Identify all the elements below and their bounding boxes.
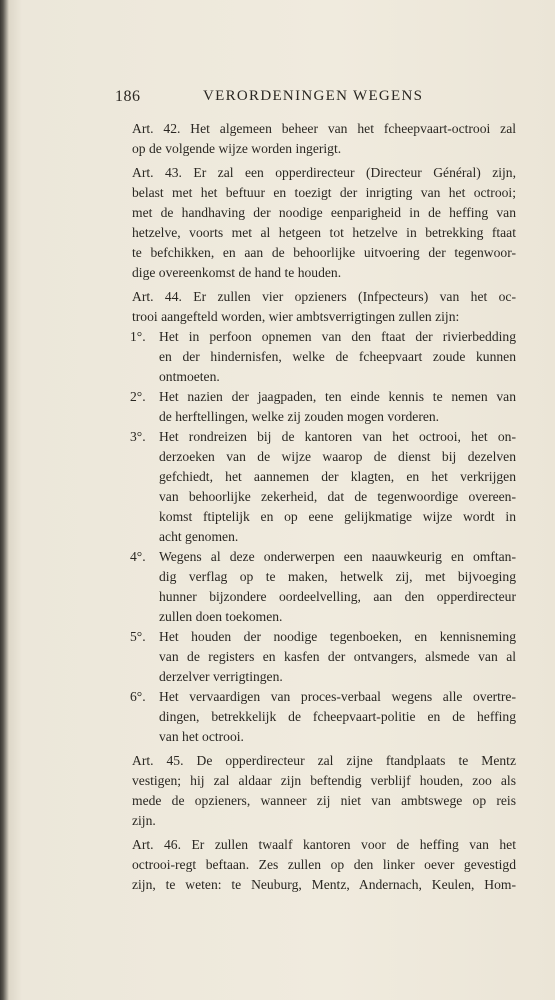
text-line: vestigen; hij zal aldaar zijn beftendig verblijf houden, zoo als (132, 773, 516, 788)
text-line: Wegens al deze onderwerpen een naauwkeurig en omftan- (159, 549, 516, 564)
text-line: Art. 42. Het algemeen beheer van het fcheepvaart-octrooi zal (132, 121, 516, 136)
article-42 (114, 119, 516, 159)
text-line: hunner bijzondere oordeelvelling, aan den opperdirecteur (159, 589, 516, 604)
text-line: op de volgende wijze worden ingerigt. (132, 141, 342, 156)
article-46 (114, 835, 516, 895)
text-line: ontmoeten. (159, 369, 220, 384)
text-line: Art. 43. Er zal een opperdirecteur (Directeur Général) zijn, (132, 165, 516, 180)
text-line: derzoeken van de wijze waarop de dienst bij dezelven (159, 449, 516, 464)
running-title: VERORDENINGEN WEGENS (203, 88, 424, 104)
text-line: mede de opzieners, wanneer zij niet van ambtswege op reis (132, 793, 516, 808)
text-line: Het nazien der jaagpaden, ten einde kennis te nemen van (159, 389, 516, 404)
item-number: 5°. (130, 629, 146, 644)
text-line: met de handhaving der noodige eenparigheid in de heffing van (132, 205, 516, 220)
text-line: Art. 44. Er zullen vier opzieners (Infpecteurs) van het oc- (132, 289, 516, 304)
text-line: zullen doen toekomen. (159, 609, 283, 624)
text-line: zijn, te weten: te Neuburg, Mentz, Andernach, Keulen, Hom- (132, 877, 516, 892)
item-number: 1°. (130, 329, 146, 344)
text-line: acht genomen. (159, 529, 239, 544)
list-item (114, 327, 516, 387)
article-43 (114, 163, 516, 283)
text-line: trooi aangefteld worden, wier ambtsverrigtingen zullen zijn: (132, 309, 460, 324)
text-line: derzelver verrigtingen. (159, 669, 283, 684)
text-line: te befchikken, en aan de behoorlijke uitvoering der tegenwoor- (132, 245, 516, 260)
text-line: zijn. (132, 813, 156, 828)
item-number: 6°. (130, 689, 146, 704)
text-line: belast met het beftuur en toezigt der inrigting van het octrooi; (132, 185, 516, 200)
text-line: van de registers en kasfen der ontvangers, alsmede van al (159, 649, 516, 664)
text-line: en der hindernisfen, welke de fcheepvaart zoude kunnen (159, 349, 516, 364)
text-line: dig verflag op te maken, hetwelk zij, met bijvoeging (159, 569, 516, 584)
text-line: gefchiedt, het aannemen der klagten, en het verkrijgen (159, 469, 516, 484)
text-line: Art. 45. De opperdirecteur zal zijne ftandplaats te Mentz (132, 753, 516, 768)
item-number: 2°. (130, 389, 146, 404)
article-44 (114, 287, 516, 327)
text-line: van het octrooi. (159, 729, 244, 744)
text-line: dingen, betrekkelijk de fcheepvaart-politie en de heffing (159, 709, 516, 724)
text-line: Het houden der noodige tegenboeken, en kennisneming (159, 629, 516, 644)
list-item (114, 687, 516, 747)
text-line: hetzelve, voorts met al hetgeen tot hetzelve in betrekking ftaat (132, 225, 516, 240)
item-number: 4°. (130, 549, 146, 564)
text-line: dige overeenkomst de hand te houden. (132, 265, 342, 280)
text-line: Het in perfoon opnemen van den ftaat der rivierbedding (159, 329, 516, 344)
page-header (115, 88, 520, 108)
text-line: Het rondreizen bij de kantoren van het octrooi, het on- (159, 429, 516, 444)
text-line: komst ftiptelijk en op eene gelijkmatige wijze wordt in (159, 509, 516, 524)
text-line: de herftellingen, welke zij zouden mogen vorderen. (159, 409, 440, 424)
text-line: Het vervaardigen van proces-verbaal wegens alle overtre- (159, 689, 516, 704)
text-line: van behoorlijke zekerheid, dat de tegenwoordige overeen- (159, 489, 516, 504)
text-line: Art. 46. Er zullen twaalf kantoren voor de heffing van het (132, 837, 516, 852)
item-number: 3°. (130, 429, 146, 444)
list-item (114, 387, 516, 427)
page-number: 186 (115, 88, 141, 105)
list-item (114, 547, 516, 627)
list-item (114, 627, 516, 687)
page-body (114, 119, 516, 895)
article-45 (114, 751, 516, 831)
list-item (114, 427, 516, 547)
text-line: octrooi-regt beftaan. Zes zullen op den linker oever gevestigd (132, 857, 516, 872)
